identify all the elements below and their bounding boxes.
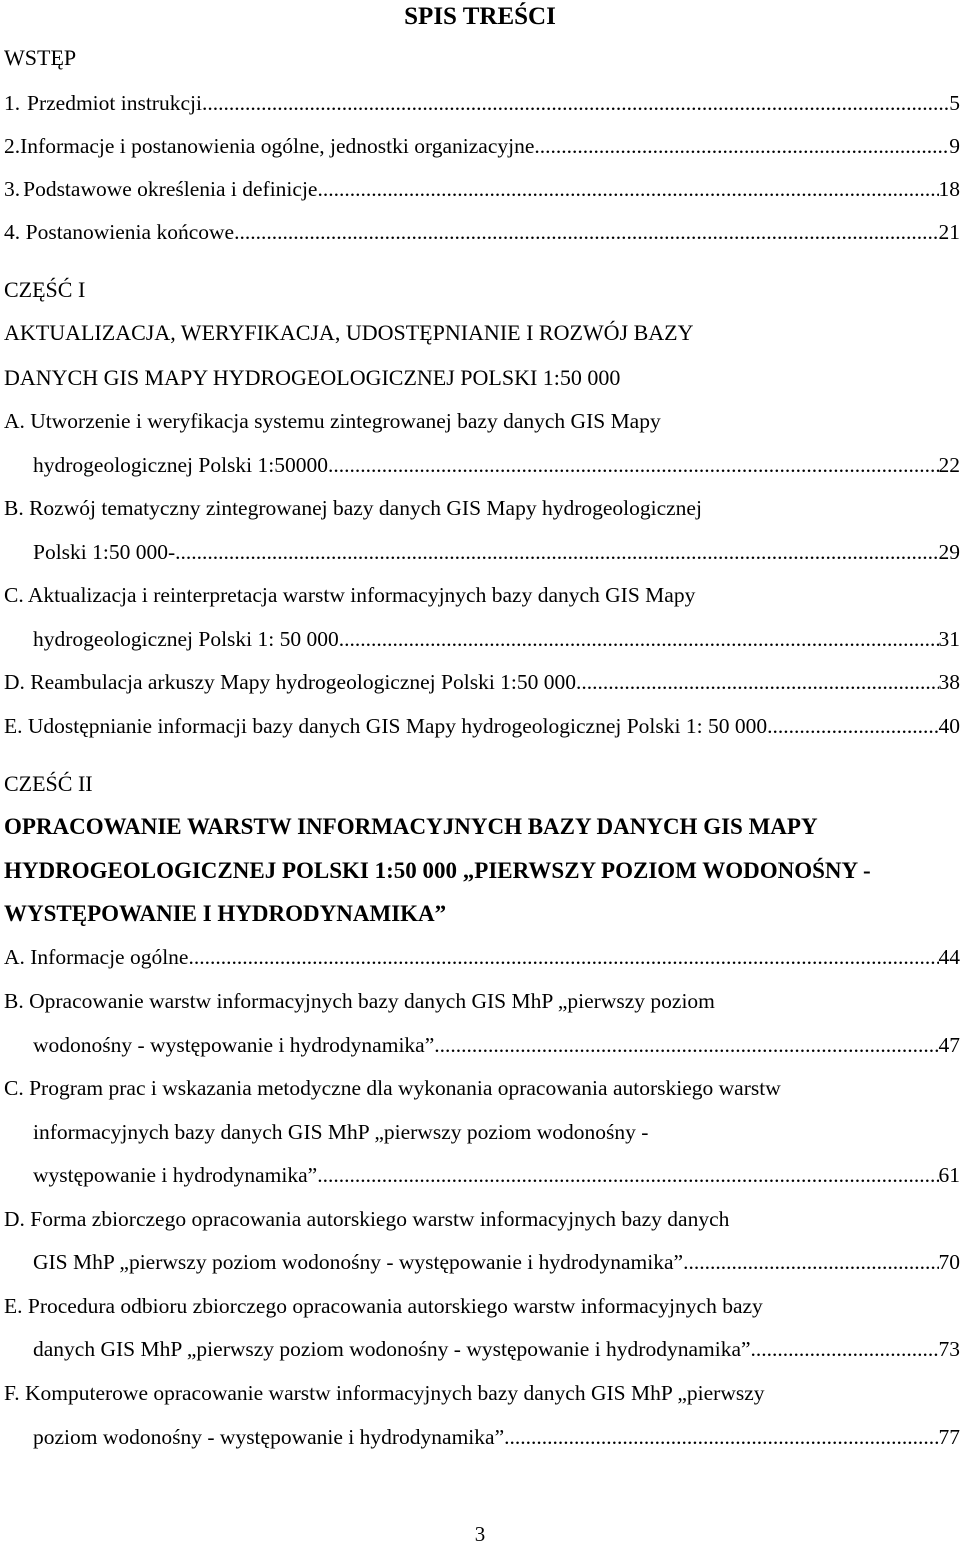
toc-entry-page: 61 [938,1163,960,1187]
dot-leader [339,624,939,654]
toc-entry-page: 73 [938,1337,960,1361]
toc-entry-text: hydrogeologicznej Polski 1: 50 000 [33,627,339,651]
toc-entry-page: 21 [938,220,960,244]
toc-entry[interactable] [4,667,960,697]
toc-entry[interactable] [4,1247,960,1277]
toc-entry-text: wodonośny - występowanie i hydrodynamika” [33,1033,435,1057]
toc-entry-number: 1. [4,91,21,115]
part1-title-line: DANYCH GIS MAPY HYDROGEOLOGICZNEJ POLSKI 1:50 000 [4,365,621,390]
toc-entry[interactable] [4,217,960,247]
toc-entry[interactable] [4,174,960,204]
toc-entry-text: A. Informacje ogólne [4,945,189,969]
toc-entry-text: występowanie i hydrodynamika” [33,1163,318,1187]
toc-entry-text[interactable]: informacyjnych bazy danych GIS MhP „pierwszy poziom wodonośny - [33,1120,649,1144]
toc-entry[interactable] [4,1422,960,1452]
dot-leader [328,450,939,480]
dot-leader [202,88,949,118]
toc-entry[interactable] [4,1160,960,1190]
toc-entry-text[interactable]: C. Aktualizacja i reinterpretacja warstw informacyjnych bazy danych GIS Mapy [4,583,696,607]
toc-entry-page: 9 [949,134,960,158]
toc-entry-text: Informacje i postanowienia ogólne, jednostki organizacyjne [20,134,535,158]
dot-leader [317,1160,938,1190]
toc-entry-text: Polski 1:50 000- [33,540,176,564]
toc-entry[interactable] [4,942,960,972]
dot-leader [534,131,949,161]
part2-heading: CZEŚĆ II [4,771,93,796]
toc-entry-page: 40 [938,714,960,738]
toc-entry-page: 22 [938,453,960,477]
toc-entry-number: 2. [4,134,21,158]
dot-leader [234,217,938,247]
dot-leader [683,1247,938,1277]
toc-entry[interactable] [4,88,960,118]
toc-entry-text: danych GIS MhP „pierwszy poziom wodonośny - występowanie i hydrodynamika” [33,1337,751,1361]
dot-leader [751,1334,939,1364]
toc-entry-text: GIS MhP „pierwszy poziom wodonośny - występowanie i hydrodynamika” [33,1250,684,1274]
part2-title-line: HYDROGEOLOGICZNEJ POLSKI 1:50 000 „PIERWSZY POZIOM WODONOŚNY - [4,858,871,883]
part2-title-line: WYSTĘPOWANIE I HYDRODYNAMIKA” [4,901,447,926]
toc-entry-page: 77 [938,1425,960,1449]
toc-entry-page: 31 [938,627,960,651]
part1-heading: CZĘŚĆ I [4,277,86,302]
toc-entry-page: 47 [938,1033,960,1057]
dot-leader [576,667,938,697]
toc-entry-page: 38 [938,670,960,694]
toc-entry-text[interactable]: A. Utworzenie i weryfikacja systemu zintegrowanej bazy danych GIS Mapy [4,409,661,433]
page-number: 3 [474,1522,486,1546]
toc-entry-text: hydrogeologicznej Polski 1:50000 [33,453,328,477]
toc-entry-page: 44 [938,945,960,969]
toc-entry-text: poziom wodonośny - występowanie i hydrodynamika” [33,1425,505,1449]
toc-entry-text[interactable]: E. Procedura odbioru zbiorczego opracowania autorskiego warstw informacyjnych bazy [4,1294,763,1318]
toc-entry-number: 3. [4,177,21,201]
toc-entry-text: E. Udostępnianie informacji bazy danych GIS Mapy hydrogeologicznej Polski 1: 50 000 [4,714,768,738]
intro-heading: WSTĘP [4,45,77,70]
toc-entry-page: 5 [949,91,960,115]
toc-entry-text[interactable]: B. Rozwój tematyczny zintegrowanej bazy danych GIS Mapy hydrogeologicznej [4,496,702,520]
toc-entry-text[interactable]: F. Komputerowe opracowanie warstw informacyjnych bazy danych GIS MhP „pierwszy [4,1381,765,1405]
toc-entry-page: 70 [938,1250,960,1274]
part2-title-line: OPRACOWANIE WARSTW INFORMACYJNYCH BAZY DANYCH GIS MAPY [4,814,818,839]
toc-entry-page: 18 [938,177,960,201]
toc-entry-text[interactable]: C. Program prac i wskazania metodyczne dla wykonania opracowania autorskiego warstw [4,1076,781,1100]
dot-leader [175,537,938,567]
toc-entry-text: Podstawowe określenia i definicje [23,177,318,201]
toc-entry[interactable] [4,450,960,480]
toc-entry[interactable] [4,1334,960,1364]
toc-entry-text: Przedmiot instrukcji [27,91,202,115]
dot-leader [504,1422,938,1452]
dot-leader [434,1030,938,1060]
toc-entry-page: 29 [938,540,960,564]
toc-entry[interactable] [4,537,960,567]
part1-title-line: AKTUALIZACJA, WERYFIKACJA, UDOSTĘPNIANIE I ROZWÓJ BAZY [4,320,694,345]
toc-entry[interactable] [4,624,960,654]
toc-entry-text: D. Reambulacja arkuszy Mapy hydrogeologicznej Polski 1:50 000 [4,670,577,694]
toc-entry[interactable] [4,1030,960,1060]
toc-entry-number: 4. [4,220,21,244]
toc-entry-text[interactable]: B. Opracowanie warstw informacyjnych bazy danych GIS MhP „pierwszy poziom [4,989,715,1013]
dot-leader [188,942,938,972]
page-title: SPIS TREŚCI [404,3,556,30]
toc-entry[interactable] [4,711,960,741]
dot-leader [767,711,938,741]
toc-entry-text[interactable]: D. Forma zbiorczego opracowania autorskiego warstw informacyjnych bazy danych [4,1207,730,1231]
toc-entry-text: Postanowienia końcowe [25,220,235,244]
dot-leader [317,174,938,204]
toc-entry[interactable] [4,131,960,161]
